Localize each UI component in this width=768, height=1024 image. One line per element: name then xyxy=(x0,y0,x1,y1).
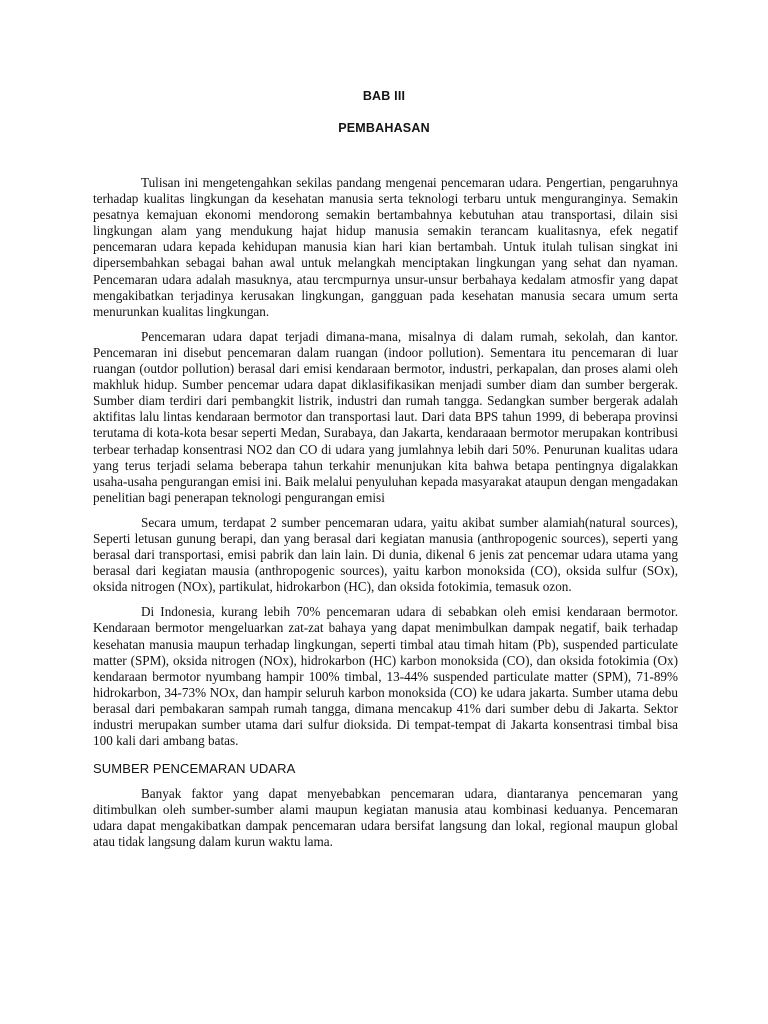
chapter-title: PEMBAHASAN xyxy=(338,121,430,135)
chapter-number: BAB III xyxy=(362,89,406,103)
body-text xyxy=(93,175,678,860)
paragraph-introduction: Tulisan ini mengetengahkan sekilas pandang mengenai pencemaran udara. Pengertian, pengaruhnya terhadap kualitas lingkungan da kesehatan manusia serta teknologi terbaru untuk menguranginya. Semakin pesatnya kemajuan ekonomi mendorong semakin bertambahnya kebutuhan atau transportasi, dilain sisi lingkungan alam yang mendukung hajat hidup manusia semakin terancam kualitasnya, efek negatif pencemaran udara kepada kehidupan manusia kian hari kian bertambah. Untuk itulah tulisan singkat ini dipersembahkan sebagai bahan awal untuk melangkah menciptakan lingkungan yang sehat dan nyaman. Pencemaran udara adalah masuknya, atau tercmpurnya unsur-unsur berbahaya kedalam atmosfir yang dapat mengakibatkan terjadinya kerusakan lingkungan, gangguan pada kesehatan manusia secara umum serta menurunkan kualitas lingkungan. xyxy=(93,175,678,319)
paragraph-natural-anthropogenic: Secara umum, terdapat 2 sumber pencemaran udara, yaitu akibat sumber alamiah(natural sources), Seperti letusan gunung berapi, dan yang berasal dari kegiatan manusia (anthropogenic sources), seperti yang berasal dari transportasi, emisi pabrik dan lain lain. Di dunia, dikenal 6 jenis zat pencemar udara utama yang berasal dari kegiatan mausia (anthropogenic sources), yaitu karbon monoksida (CO), oksida sulfur (SOx), oksida nitrogen (NOx), partikulat, hidrokarbon (HC), dan oksida fotokimia, temasuk ozon. xyxy=(93,514,678,595)
paragraph-section-body: Banyak faktor yang dapat menyebabkan pencemaran udara, diantaranya pencemaran yang ditimbulkan oleh sumber-sumber alami maupun kegiatan manusia atau kombinasi keduanya. Pencemaran udara dapat mengakibatkan dampak pencemaran udara bersifat langsung dan lokal, regional maupun global atau tidak langsung dalam kurun waktu lama. xyxy=(93,786,678,850)
section-heading: SUMBER PENCEMARAN UDARA xyxy=(93,761,296,777)
paragraph-indonesia: Di Indonesia, kurang lebih 70% pencemaran udara di sebabkan oleh emisi kendaraan bermotor. Kendaraan bermotor mengeluarkan zat-zat bahaya yang dapat menimbulkan dampak negatif, baik terhadap kesehatan manusia maupun terhadap lingkungan, seperti timbal atau timah hitam (Pb), suspended particulate matter (SPM), oksida nitrogen (NOx), hidrokarbon (HC) karbon monoksida (CO), dan oksida fotokimia (Ox) kendaraan bermotor nyumbang hampir 100% timbal, 13-44% suspended particulate matter (SPM), 71-89% hidrokarbon, 34-73% NOx, dan hampir seluruh karbon monoksida (CO) ke udara jakarta. Sumber utama debu berasal dari pembakaran sampah rumah tangga, dimana mencakup 41% dari sumber debu di Jakarta. Sektor industri merupakan sumber utama dari sulfur dioksida. Di tempat-tempat di Jakarta konsentrasi timbal bisa 100 kali dari ambang batas. xyxy=(93,604,678,749)
paragraph-pollution-sources: Pencemaran udara dapat terjadi dimana-mana, misalnya di dalam rumah, sekolah, dan kantor. Pencemaran ini disebut pencemaran dalam ruangan (indoor pollution). Sementara itu pencemaran di luar ruangan (outdor pollution) berasal dari emisi kendaraan bermotor, industri, perkapalan, dan proses alami oleh makhluk hidup. Sumber pencemar udara dapat diklasifikasikan menjadi sumber diam dan sumber bergerak. Sumber diam terdiri dari pembangkit listrik, industri dan rumah tangga. Sedangkan sumber bergerak adalah aktifitas lalu lintas kendaraan bermotor dan transportasi laut. Dari data BPS tahun 1999, di beberapa provinsi terutama di kota-kota besar seperti Medan, Surabaya, dan Jakarta, kendaraaan bermotor merupakan kontribusi terbear terhadap konsentrasi NO2 dan CO di udara yang jumlahnya lebih dari 50%. Penurunan kualitas udara yang terus terjadi selama beberapa tahun terkahir menunjukan kita bahwa betapa pentingnya digalakkan usaha-usaha pengurangan emisi ini. Baik melalui penyuluhan kepada masyarakat ataupun dengan mengadakan penelitian bagi penerapan teknologi pengurangan emisi xyxy=(93,328,678,505)
